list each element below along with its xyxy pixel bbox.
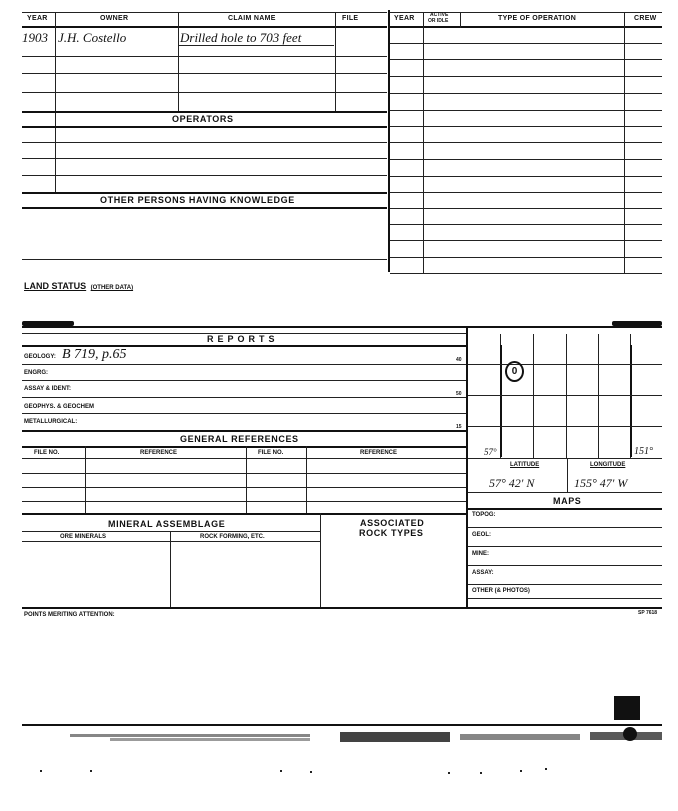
land-status-heading bbox=[24, 276, 133, 294]
col-header-owner: OWNER bbox=[100, 15, 129, 22]
lon-grid-mark: 151° bbox=[634, 446, 653, 457]
rule bbox=[22, 192, 387, 194]
map-row-geol: GEOL: bbox=[472, 532, 491, 538]
rule bbox=[22, 513, 466, 515]
points-meriting-attention-label: POINTS MERITING ATTENTION: bbox=[24, 612, 115, 618]
rule bbox=[22, 326, 662, 328]
rule bbox=[22, 12, 387, 13]
map-row-mine: MINE: bbox=[472, 551, 489, 557]
map-row-other: OTHER (& PHOTOS) bbox=[472, 588, 530, 594]
claim-year: 1903 bbox=[22, 30, 48, 45]
col-header-file-no-2: FILE NO. bbox=[258, 450, 284, 456]
rule bbox=[22, 73, 387, 74]
col-header-file-no: FILE NO. bbox=[34, 450, 60, 456]
rule bbox=[22, 430, 466, 432]
col-header-year: YEAR bbox=[394, 15, 415, 22]
other-persons-label: OTHER PERSONS HAVING KNOWLEDGE bbox=[100, 195, 295, 205]
rule bbox=[22, 364, 466, 365]
maps-title: MAPS bbox=[553, 496, 582, 506]
rule bbox=[468, 395, 662, 396]
rule bbox=[388, 10, 390, 272]
rule bbox=[178, 12, 179, 112]
rule bbox=[468, 584, 662, 585]
land-status-label: LAND STATUS bbox=[24, 281, 87, 291]
rule bbox=[390, 208, 662, 209]
rule bbox=[22, 397, 466, 398]
rule bbox=[390, 110, 662, 111]
general-references-title: GENERAL REFERENCES bbox=[180, 434, 299, 444]
rule bbox=[22, 501, 466, 502]
report-label-assay: ASSAY & IDENT: bbox=[24, 386, 72, 392]
rule bbox=[22, 207, 387, 209]
longitude-value: 155° 47' W bbox=[574, 476, 628, 490]
rule bbox=[630, 345, 632, 457]
rule bbox=[306, 446, 307, 513]
map-row-topog: TOPOG: bbox=[472, 512, 496, 518]
report-value-geology: B 719, p.65 bbox=[62, 347, 127, 362]
rule bbox=[22, 142, 387, 143]
land-status-sub: (OTHER DATA) bbox=[90, 285, 134, 291]
rule bbox=[624, 12, 625, 274]
rule bbox=[246, 446, 247, 513]
map-row-assay: ASSAY: bbox=[472, 570, 494, 576]
rule bbox=[22, 92, 387, 93]
rule bbox=[390, 26, 662, 28]
col-header-file: FILE bbox=[342, 15, 359, 22]
location-marker: 0 bbox=[505, 361, 524, 382]
rule bbox=[468, 598, 662, 599]
rule bbox=[468, 527, 662, 528]
rule bbox=[22, 607, 662, 609]
rule bbox=[500, 345, 502, 457]
rule bbox=[390, 76, 662, 77]
rule bbox=[22, 531, 320, 532]
operators-label: OPERATORS bbox=[172, 114, 234, 124]
col-header-reference: REFERENCE bbox=[140, 450, 178, 456]
rule bbox=[460, 12, 461, 28]
claim-owner: J.H. Costello bbox=[58, 30, 127, 45]
report-label-metallurgical: METALLURGICAL: bbox=[24, 419, 78, 425]
rule bbox=[22, 458, 466, 459]
rule bbox=[390, 192, 662, 193]
rule bbox=[390, 240, 662, 241]
rule bbox=[22, 259, 387, 260]
rule bbox=[468, 426, 662, 427]
lat-grid-mark: 57° bbox=[484, 447, 497, 457]
rule bbox=[22, 158, 387, 159]
rule bbox=[390, 159, 662, 160]
rule bbox=[22, 56, 387, 57]
rule bbox=[22, 487, 466, 488]
form-number: SP 7618 bbox=[638, 610, 658, 616]
col-header-reference-2: REFERENCE bbox=[360, 450, 398, 456]
report-label-geophys: GEOPHYS. & GEOCHEM bbox=[24, 404, 95, 410]
col-header-ore-minerals: ORE MINERALS bbox=[60, 534, 107, 540]
rule bbox=[468, 492, 662, 493]
col-header-active: ACTIVE bbox=[430, 12, 449, 18]
rule bbox=[390, 224, 662, 225]
rule bbox=[423, 12, 424, 274]
rule bbox=[22, 26, 387, 28]
col-header-crew: CREW bbox=[634, 15, 657, 22]
rule bbox=[335, 12, 336, 112]
rule bbox=[85, 446, 86, 513]
rule bbox=[390, 142, 662, 143]
report-num: 40 bbox=[456, 357, 462, 363]
rule bbox=[22, 175, 387, 176]
rule bbox=[468, 364, 662, 365]
rule bbox=[390, 176, 662, 177]
rule bbox=[566, 334, 567, 458]
col-header-type-of-operation: TYPE OF OPERATION bbox=[498, 15, 577, 22]
rule bbox=[598, 334, 599, 458]
rule bbox=[22, 413, 466, 414]
longitude-label: LONGITUDE bbox=[590, 462, 626, 468]
rule bbox=[533, 334, 534, 458]
col-header-claim-name: CLAIM NAME bbox=[228, 15, 276, 22]
rule bbox=[390, 43, 662, 44]
latitude-value: 57° 42' N bbox=[489, 476, 535, 490]
associated-line2: ROCK TYPES bbox=[359, 528, 424, 538]
report-label-geology: GEOLOGY: bbox=[24, 354, 56, 360]
rule bbox=[22, 111, 387, 113]
claim-name: Drilled hole to 703 feet bbox=[180, 30, 302, 45]
rule bbox=[390, 93, 662, 94]
rule bbox=[390, 59, 662, 60]
report-label-engrg: ENGRG: bbox=[24, 370, 48, 376]
col-header-rock-forming: ROCK FORMING, ETC. bbox=[200, 534, 265, 540]
rule bbox=[22, 126, 387, 128]
associated-line1: ASSOCIATED bbox=[360, 518, 425, 528]
rule bbox=[55, 12, 56, 192]
rule bbox=[390, 126, 662, 127]
rule bbox=[22, 541, 320, 542]
rule bbox=[320, 513, 321, 607]
report-num: 50 bbox=[456, 391, 462, 397]
rule bbox=[468, 565, 662, 566]
rule bbox=[567, 458, 568, 492]
rule bbox=[390, 257, 662, 258]
rule bbox=[390, 273, 662, 274]
rule bbox=[468, 508, 662, 510]
rule bbox=[22, 446, 466, 448]
report-num: 15 bbox=[456, 424, 462, 430]
rule bbox=[468, 546, 662, 547]
mineral-assemblage-title: MINERAL ASSEMBLAGE bbox=[108, 519, 226, 529]
scan-noise bbox=[0, 690, 678, 811]
scan-block bbox=[614, 696, 640, 720]
col-header-or-idle: OR IDLE bbox=[428, 18, 449, 24]
scan-rule bbox=[22, 724, 662, 726]
rule bbox=[22, 473, 466, 474]
rule bbox=[170, 531, 171, 607]
rule bbox=[22, 380, 466, 381]
col-header-year: YEAR bbox=[27, 15, 48, 22]
underline bbox=[178, 45, 334, 46]
reports-title: REPORTS bbox=[207, 334, 279, 344]
rule bbox=[468, 458, 662, 459]
latitude-label: LATITUDE bbox=[510, 462, 540, 468]
